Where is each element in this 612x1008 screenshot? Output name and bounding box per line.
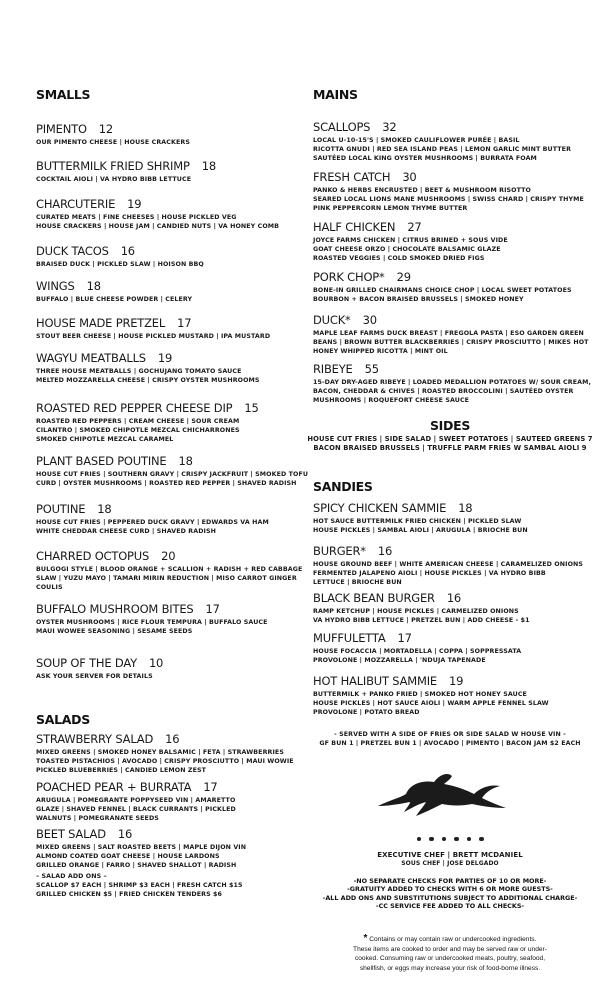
sandies-note-line: GF BUN 1 | PRETZEL BUN 1 | AVOCADO | PIMENTO | BACON JAM $2 EACH xyxy=(319,740,581,747)
item-description xyxy=(313,378,591,405)
item-name: ROASTED RED PEPPER CHEESE DIP xyxy=(36,401,233,415)
description-line: ARUGULA | POMEGRANTE POPPYSEED VIN | AMARETTO xyxy=(36,797,236,804)
item-description xyxy=(313,236,508,263)
description-line: SEARED LOCAL LIONS MANE MUSHROOMS | SWISS CHARD | CRISPY THYME xyxy=(313,196,584,203)
item-price: 18 xyxy=(178,454,193,468)
menu-item-title xyxy=(313,631,412,645)
description-line: PICKLED BLUEBERRIES | CANDIED LEMON ZEST xyxy=(36,767,207,774)
item-description xyxy=(36,332,270,341)
item-price: 16 xyxy=(377,544,393,558)
menu-item-title xyxy=(36,780,218,794)
menu-item-title xyxy=(36,351,172,365)
item-price: 29 xyxy=(396,270,411,284)
menu-item-title xyxy=(313,170,417,184)
menu-item-title xyxy=(313,501,472,515)
description-line: HOUSE CUT FRIES | SOUTHERN GRAVY | CRISPY JACKFRUIT | SMOKED TOFU xyxy=(36,471,309,478)
sous-chef: SOUS CHEF | JOSE DELGADO xyxy=(401,860,499,867)
item-description xyxy=(36,417,240,444)
description-line: BEANS | BROWN BUTTER BLACKBERRIES | CRISPY PROSCIUTTO | MIKES HOT xyxy=(313,339,589,346)
item-name: BUFFALO MUSHROOM BITES xyxy=(36,602,194,616)
item-name: PORK CHOP* xyxy=(313,270,385,284)
item-price: 16 xyxy=(117,827,133,841)
item-description xyxy=(313,136,571,163)
item-price: 27 xyxy=(407,220,422,234)
menu-item-title xyxy=(36,244,135,258)
item-description xyxy=(313,647,521,665)
item-name: BUTTERMILK FRIED SHRIMP xyxy=(36,159,190,173)
item-description xyxy=(313,607,530,625)
description-line: RICOTTA GNUDI | RED SEA ISLAND PEAS | LEMON GARLIC MINT BUTTER xyxy=(313,146,572,153)
item-name: BEET SALAD xyxy=(36,827,106,841)
item-description xyxy=(36,565,302,592)
item-description xyxy=(313,517,528,535)
description-line: TOASTED PISTACHIOS | AVOCADO | CRISPY PROSCIUTTO | MAUI WOWIE xyxy=(36,758,294,765)
menu-item-title xyxy=(313,313,377,327)
menu-item-title xyxy=(36,602,220,616)
item-price: 16 xyxy=(446,591,462,605)
item-description xyxy=(36,295,192,304)
description-line: LETTUCE | BRIOCHE BUN xyxy=(313,579,402,586)
item-description xyxy=(36,618,268,636)
description-line: BRAISED DUCK | PICKLED SLAW | HOISON BBQ xyxy=(36,261,204,268)
item-description xyxy=(36,796,236,823)
policy-line: -CC SERVICE FEE ADDED TO ALL CHECKS- xyxy=(375,902,525,911)
description-line: HOUSE PICKLES | SAMBAL AIOLI | ARUGULA | BRIOCHE BUN xyxy=(313,527,528,534)
menu-item-title xyxy=(313,362,379,376)
item-name: DUCK* xyxy=(313,313,351,327)
menu-item-title xyxy=(36,316,191,330)
description-line: ROASTED RED PEPPERS | CREAM CHEESE | SOUR CREAM xyxy=(36,418,240,425)
description-line: COCKTAIL AIOLI | VA HYDRO BIBB LETTUCE xyxy=(36,176,192,183)
salad-add-ons xyxy=(36,872,242,899)
item-price: 18 xyxy=(97,502,112,516)
description-line: MELTED MOZZARELLA CHEESE | CRISPY OYSTER MUSHROOMS xyxy=(36,377,260,384)
description-line: HONEY WHIPPED RICOTTA | MINT OIL xyxy=(313,348,448,355)
description-line: PROVOLONE | MOZZARELLA | 'NDUJA TAPENADE xyxy=(313,657,486,664)
item-name: HALF CHICKEN xyxy=(313,220,396,234)
item-price: 17 xyxy=(203,780,218,794)
item-price: 18 xyxy=(201,159,216,173)
item-description xyxy=(36,672,153,681)
description-line: OYSTER MUSHROOMS | RICE FLOUR TEMPURA | BUFFALO SAUCE xyxy=(36,619,268,626)
description-line: JOYCE FARMS CHICKEN | CITRUS BRINED + SOUS VIDE xyxy=(313,237,508,244)
menu-item-title xyxy=(313,674,463,688)
description-line: MAUI WOWEE SEASONING | SESAME SEEDS xyxy=(36,628,193,635)
description-line: MIXED GREENS | SMOKED HONEY BALSAMIC | FETA | STRAWBERRIES xyxy=(36,749,284,756)
item-price: 18 xyxy=(458,501,473,515)
item-price: 12 xyxy=(98,122,114,136)
item-price: 17 xyxy=(177,316,192,330)
description-line: ALMOND COATED GOAT CHEESE | HOUSE LARDONS xyxy=(36,853,220,860)
leaping-hare-icon xyxy=(370,770,510,824)
item-description xyxy=(313,329,589,356)
decorative-dots xyxy=(305,826,595,845)
sides-section xyxy=(305,418,595,453)
description-line: SAUTÉED LOCAL KING OYSTER MUSHROOMS | BURRATA FOAM xyxy=(313,155,537,162)
executive-chef: EXECUTIVE CHEF | BRETT MCDANIEL xyxy=(377,851,523,859)
item-description xyxy=(36,843,246,870)
item-description xyxy=(36,748,294,775)
description-line: PANKO & HERBS ENCRUSTED | BEET & MUSHROOM RISOTTO xyxy=(313,187,531,194)
item-description xyxy=(313,186,584,213)
item-price: 19 xyxy=(127,197,142,211)
disclaimer-line: Contains or may contain raw or undercooked ingredients. xyxy=(369,936,537,943)
item-price: 16 xyxy=(120,244,135,258)
policy-line: -GRATUITY ADDED TO CHECKS WITH 6 OR MORE GUESTS- xyxy=(347,885,553,894)
policy-line: -ALL ADD ONS AND SUBSTITUTIONS SUBJECT TO ADDITIONAL CHARGE- xyxy=(322,893,578,902)
item-name: MUFFULETTA xyxy=(313,631,386,645)
item-description xyxy=(313,286,572,304)
menu-item-title xyxy=(313,591,461,605)
item-name: SOUP OF THE DAY xyxy=(36,656,137,670)
description-line: BONE-IN GRILLED CHAIRMANS CHOICE CHOP | LOCAL SWEET POTATOES xyxy=(313,287,572,294)
description-line: PINK PEPPERCORN LEMON THYME BUTTER xyxy=(313,205,468,212)
description-line: CILANTRO | SMOKED CHIPOTLE MEZCAL CHICHARRONES xyxy=(36,427,240,434)
section-heading-salads: SALADS xyxy=(36,712,90,727)
disclaimer-line: cooked. Consuming raw or undercooked meats, poultry, seafood, xyxy=(354,955,546,962)
item-description xyxy=(313,560,583,587)
item-price: 16 xyxy=(165,732,180,746)
item-name: DUCK TACOS xyxy=(36,244,109,258)
description-line: MIXED GREENS | SALT ROASTED BEETS | MAPLE DIJON VIN xyxy=(36,844,247,851)
description-line: BACON, CHEDDAR & CHIVES | ROASTED BROCCOLINI | SAUTÉED OYSTER xyxy=(313,388,574,395)
sandies-note-line: - SERVED WITH A SIDE OF FRIES OR SIDE SALAD W HOUSE VIN - xyxy=(334,731,566,738)
item-name: POACHED PEAR + BURRATA xyxy=(36,780,192,794)
sandies-note xyxy=(305,730,595,748)
item-name: SPICY CHICKEN SAMMIE xyxy=(313,501,447,515)
description-line: GRILLED ORANGE | FARRO | SHAVED SHALLOT | RADISH xyxy=(36,862,237,869)
menu-item-title xyxy=(36,279,101,293)
description-line: STOUT BEER CHEESE | HOUSE PICKLED MUSTARD | IPA MUSTARD xyxy=(36,333,271,340)
item-description xyxy=(36,175,191,184)
disclaimer-line: These items are cooked to order and may be served raw or under- xyxy=(353,945,547,953)
item-name: WAGYU MEATBALLS xyxy=(36,351,146,365)
description-line: HOUSE GROUND BEEF | WHITE AMERICAN CHEESE | CARAMELIZED ONIONS xyxy=(313,561,584,568)
description-line: THREE HOUSE MEATBALLS | GOCHUJANG TOMATO SAUCE xyxy=(36,368,242,375)
item-price: 19 xyxy=(157,351,173,365)
item-description xyxy=(36,367,260,385)
description-line: COULIS xyxy=(36,584,63,591)
description-line: ASK YOUR SERVER FOR DETAILS xyxy=(36,673,153,680)
description-line: VA HYDRO BIBB LETTUCE | PRETZEL BUN | ADD CHEESE - $1 xyxy=(313,617,530,624)
item-name: CHARCUTERIE xyxy=(36,197,116,211)
chef-credits xyxy=(305,851,595,868)
item-price: 18 xyxy=(86,279,101,293)
description-line: BUTTERMILK + PANKO FRIED | SMOKED HOT HONEY SAUCE xyxy=(313,691,527,698)
description-line: WALNUTS | POMEGRANATE SEEDS xyxy=(36,815,159,822)
asterisk: * xyxy=(363,933,368,944)
menu-item-title xyxy=(36,502,112,516)
menu-item-title xyxy=(36,656,163,670)
description-line: SMOKED CHIPOTLE MEZCAL CARAMEL xyxy=(36,436,174,443)
item-price: 10 xyxy=(148,656,164,670)
description-line: GOAT CHEESE ORZO | CHOCOLATE BALSAMIC GLAZE xyxy=(313,246,501,253)
description-line: RAMP KETCHUP | HOUSE PICKLES | CARMELIZED ONIONS xyxy=(313,608,519,615)
item-name: STRAWBERRY SALAD xyxy=(36,732,154,746)
item-price: 30 xyxy=(402,170,417,184)
description-line: WHITE CHEDDAR CHEESE CURD | SHAVED RADISH xyxy=(36,528,216,535)
description-line: BOURBON + BACON BRAISED BRUSSELS | SMOKED HONEY xyxy=(313,296,524,303)
item-name: CHARRED OCTOPUS xyxy=(36,549,150,563)
description-line: ROASTED VEGGIES | COLD SMOKED DRIED FIGS xyxy=(313,255,485,262)
description-line: FERMENTED JALAPENO AIOLI | HOUSE PICKLES | VA HYDRO BIBB xyxy=(313,570,546,577)
item-price: 17 xyxy=(205,602,220,616)
menu-item-title xyxy=(313,544,392,558)
item-description xyxy=(36,518,269,536)
description-line: HOUSE PICKLES | HOT SAUCE AIOLI | WARM APPLE FENNEL SLAW xyxy=(313,700,549,707)
description-line: LOCAL U-10-15'S | SMOKED CAULIFLOWER PURÉE | BASIL xyxy=(313,137,520,144)
policy-line: -NO SEPARATE CHECKS FOR PARTIES OF 10 OR MORE- xyxy=(353,877,547,885)
menu-item-title xyxy=(313,270,411,284)
add-ons-heading: – SALAD ADD ONS – xyxy=(36,873,107,880)
menu-item-title xyxy=(36,159,216,173)
menu-item-title xyxy=(36,122,113,136)
description-line: CURATED MEATS | FINE CHEESES | HOUSE PICKLED VEG xyxy=(36,214,237,221)
item-name: PIMENTO xyxy=(36,122,87,136)
description-line: 15-DAY DRY-AGED RIBEYE | LOADED MEDALLION POTATOES W/ SOUR CREAM, xyxy=(313,379,591,386)
menu-item-title xyxy=(36,549,175,563)
item-description xyxy=(313,690,549,717)
section-heading-sides: SIDES xyxy=(429,418,471,433)
menu-item-title xyxy=(36,827,132,841)
description-line: HOUSE CRACKERS | HOUSE JAM | CANDIED NUTS | VA HONEY COMB xyxy=(36,223,280,230)
item-price: 55 xyxy=(364,362,379,376)
sides-line: HOUSE CUT FRIES | SIDE SALAD | SWEET POTATOES | SAUTEED GREENS 7 xyxy=(307,435,593,443)
item-description xyxy=(36,138,190,147)
section-heading-smalls: SMALLS xyxy=(36,87,91,102)
policies xyxy=(305,877,595,911)
disclaimer-line: shellfish, or eggs may increase your risk of food-borne illness. xyxy=(359,964,541,972)
menu-item-title xyxy=(313,120,397,134)
menu-item-title xyxy=(36,454,193,468)
item-name: BLACK BEAN BURGER xyxy=(313,591,435,605)
description-line: MUSHROOMS | ROQUEFORT CHEESE SAUCE xyxy=(313,397,470,404)
description-line: BULGOGI STYLE | BLOOD ORANGE + SCALLION + RADISH + RED CABBAGE xyxy=(36,566,303,573)
description-line: OUR PIMENTO CHEESE | HOUSE CRACKERS xyxy=(36,139,190,146)
add-ons-line: GRILLED CHICKEN $5 | FRIED CHICKEN TENDERS $6 xyxy=(36,891,222,898)
description-line: BUFFALO | BLUE CHEESE POWDER | CELERY xyxy=(36,296,193,303)
description-line: SLAW | YUZU MAYO | TAMARI MIRIN REDUCTION | MISO CARROT GINGER xyxy=(36,575,297,582)
item-price: 30 xyxy=(362,313,377,327)
description-line: CURD | OYSTER MUSHROOMS | ROASTED RED PEPPER | SHAVED RADISH xyxy=(36,480,297,487)
description-line: PROVOLONE | POTATO BREAD xyxy=(313,709,420,716)
description-line: HOUSE FOCACCIA | MORTADELLA | COPPA | SOPPRESSATA xyxy=(313,648,522,655)
allergy-disclaimer xyxy=(305,934,595,973)
sides-line: BACON BRAISED BRUSSELS | TRUFFLE PARM FRIES W SAMBAL AIOLI 9 xyxy=(313,444,587,452)
item-name: HOT HALIBUT SAMMIE xyxy=(313,674,437,688)
item-description xyxy=(36,470,308,488)
section-heading-mains: MAINS xyxy=(313,87,358,102)
add-ons-line: SCALLOP $7 EACH | SHRIMP $3 EACH | FRESH CATCH $15 xyxy=(36,882,243,889)
description-line: HOT SAUCE BUTTERMILK FRIED CHICKEN | PICKLED SLAW xyxy=(313,518,522,525)
item-price: 15 xyxy=(244,401,259,415)
item-price: 20 xyxy=(161,549,176,563)
item-name: WINGS xyxy=(36,279,75,293)
item-price: 32 xyxy=(382,120,397,134)
item-name: BURGER* xyxy=(313,544,366,558)
item-price: 17 xyxy=(397,631,412,645)
description-line: MAPLE LEAF FARMS DUCK BREAST | FREGOLA PASTA | ESO GARDEN GREEN xyxy=(313,330,584,337)
item-price: 19 xyxy=(448,674,464,688)
item-name: SCALLOPS xyxy=(313,120,371,134)
item-name: POUTINE xyxy=(36,502,86,516)
menu-item-title xyxy=(36,401,259,415)
description-line: GLAZE | SHAVED FENNEL | BLACK CURRANTS | PICKLED xyxy=(36,806,236,813)
item-description xyxy=(36,213,279,231)
menu-item-title xyxy=(313,220,422,234)
section-heading-sandies: SANDIES xyxy=(313,479,373,494)
item-name: FRESH CATCH xyxy=(313,170,391,184)
item-name: PLANT BASED POUTINE xyxy=(36,454,167,468)
item-name: RIBEYE xyxy=(313,362,353,376)
item-description xyxy=(36,260,204,269)
description-line: HOUSE CUT FRIES | PEPPERED DUCK GRAVY | EDWARDS VA HAM xyxy=(36,519,269,526)
menu-item-title xyxy=(36,732,179,746)
menu-item-title xyxy=(36,197,141,211)
item-name: HOUSE MADE PRETZEL xyxy=(36,316,166,330)
